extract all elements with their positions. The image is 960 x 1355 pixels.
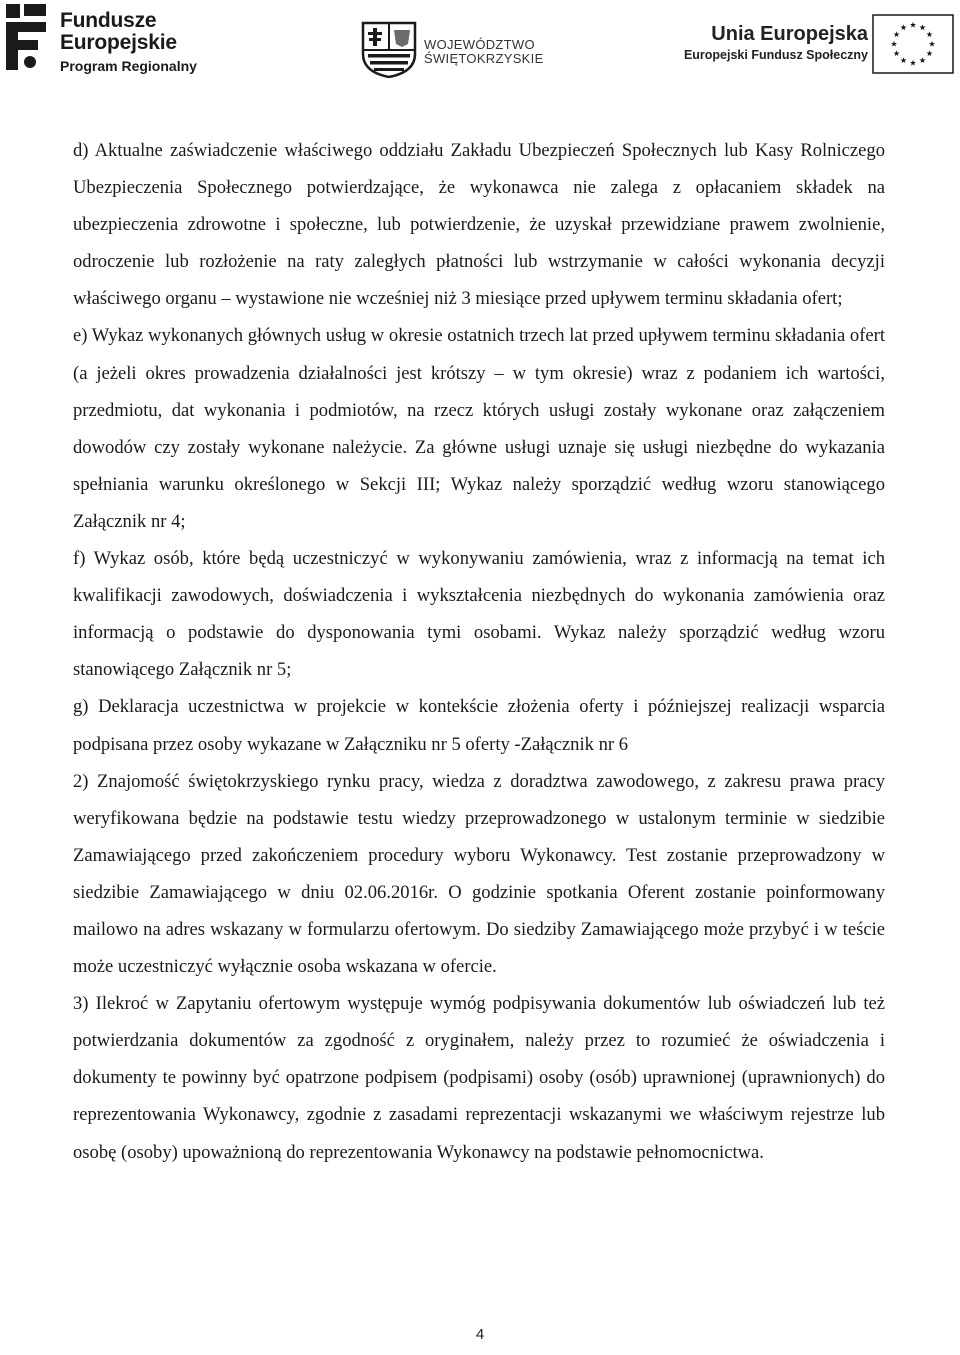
unia-europejska-logo: [676, 14, 960, 78]
voivodeship-crest-icon: [360, 20, 418, 78]
paragraph-e: e) Wykaz wykonanych głównych usług w okresie ostatnich trzech lat przed upływem terminu składania ofert (a jeżeli okres prowadzenia działalności jest krótszy – w tym okresie) wraz z podaniem ich wartości, przedmiotu, dat wykonania i podmiotów, na rzecz których usługi zostały wykonane oraz załączeniem dowodów czy zostały wykonane należycie. Za główne usługi uznaje się usługi niezbędne do wykazania spełniania warunku określonego w Sekcji III; Wykaz należy sporządzić według wzoru stanowiącego Załącznik nr 4;: [73, 325, 885, 532]
ue-logo-line2: Europejski Fundusz Społeczny: [683, 48, 868, 62]
document-body: [73, 132, 885, 1171]
fundusze-europejskie-logo: [2, 2, 212, 74]
wojewodztwo-swietokrzyskie-logo: [360, 20, 560, 80]
eu-flag-icon: [872, 14, 954, 74]
paragraph-2: 2) Znajomość świętokrzyskiego rynku pracy, wiedza z doradztwa zawodowego, z zakresu prawa pracy weryfikowana będzie na podstawie testu wiedzy przeprowadzonego w ustalonym terminie w siedzibie Zamawiającego przed zakończeniem procedury wyboru Wykonawcy. Test zostanie przeprowadzony w siedzibie Zamawiającego w dniu 02.06.2016r. O godzinie spotkania Oferent zostanie poinformowany mailowo na adres wskazany w formularzu ofertowym. Do siedziby Zamawiającego może przybyć i w teście może uczestniczyć wyłącznie osoba wskazana w ofercie.: [73, 770, 885, 978]
page-number: 4: [475, 1326, 485, 1343]
fe-logo-line3: Program Regionalny: [60, 58, 197, 74]
fe-logo-line2: Europejskie: [60, 31, 177, 54]
paragraph-d: d) Aktualne zaświadczenie właściwego oddziału Zakładu Ubezpieczeń Społecznych lub Kasy Rolniczego Ubezpieczenia Społecznego potwierdzające, że wykonawca nie zalega z opłacaniem składek na ubezpieczenia zdrowotne i społeczne, lub potwierdzenie, że uzyskał przewidziane prawem zwolnienie, odroczenie lub rozłożenie na raty zaległych płatności lub wstrzymanie w całości wykonania decyzji właściwego organu – wystawione nie wcześniej niż 3 miesiące przed upływem terminu składania ofert;: [73, 140, 885, 310]
fe-logo-mark-icon: [2, 2, 50, 72]
page-header: [0, 0, 960, 80]
paragraph-f: f) Wykaz osób, które będą uczestniczyć w wykonywaniu zamówienia, wraz z informacją na temat ich kwalifikacji zawodowych, doświadczenia i wykształcenia niezbędnych do wykonania zamówienia oraz informacją o podstawie do dysponowania tymi osobami. Wykaz należy sporządzić według wzoru stanowiącego Załącznik nr 5;: [73, 548, 885, 681]
woj-logo-line2: ŚWIĘTOKRZYSKIE: [424, 51, 544, 66]
fe-logo-line1: Fundusze: [60, 9, 157, 32]
ue-logo-line1: Unia Europejska: [711, 23, 868, 45]
paragraph-3: 3) Ilekroć w Zapytaniu ofertowym występuje wymóg podpisywania dokumentów lub oświadczeń lub też potwierdzania dokumentów za zgodność z oryginałem, należy przez to rozumieć że oświadczenia i dokumenty te powinny być opatrzone podpisem (podpisami) osoby (osób) uprawnionej (uprawnionych) do reprezentowania Wykonawcy, zgodnie z zasadami reprezentacji wskazanymi we właściwym rejestrze lub osobę (osoby) upoważnioną do reprezentowania Wykonawcy na podstawie pełnomocnictwa.: [73, 993, 885, 1163]
paragraph-g: g) Deklaracja uczestnictwa w projekcie w kontekście złożenia oferty i późniejszej realizacji wsparcia podpisana przez osoby wykazane w Załączniku nr 5 oferty -Załącznik nr 6: [73, 696, 885, 755]
woj-logo-line1: WOJEWÓDZTWO: [424, 37, 535, 52]
